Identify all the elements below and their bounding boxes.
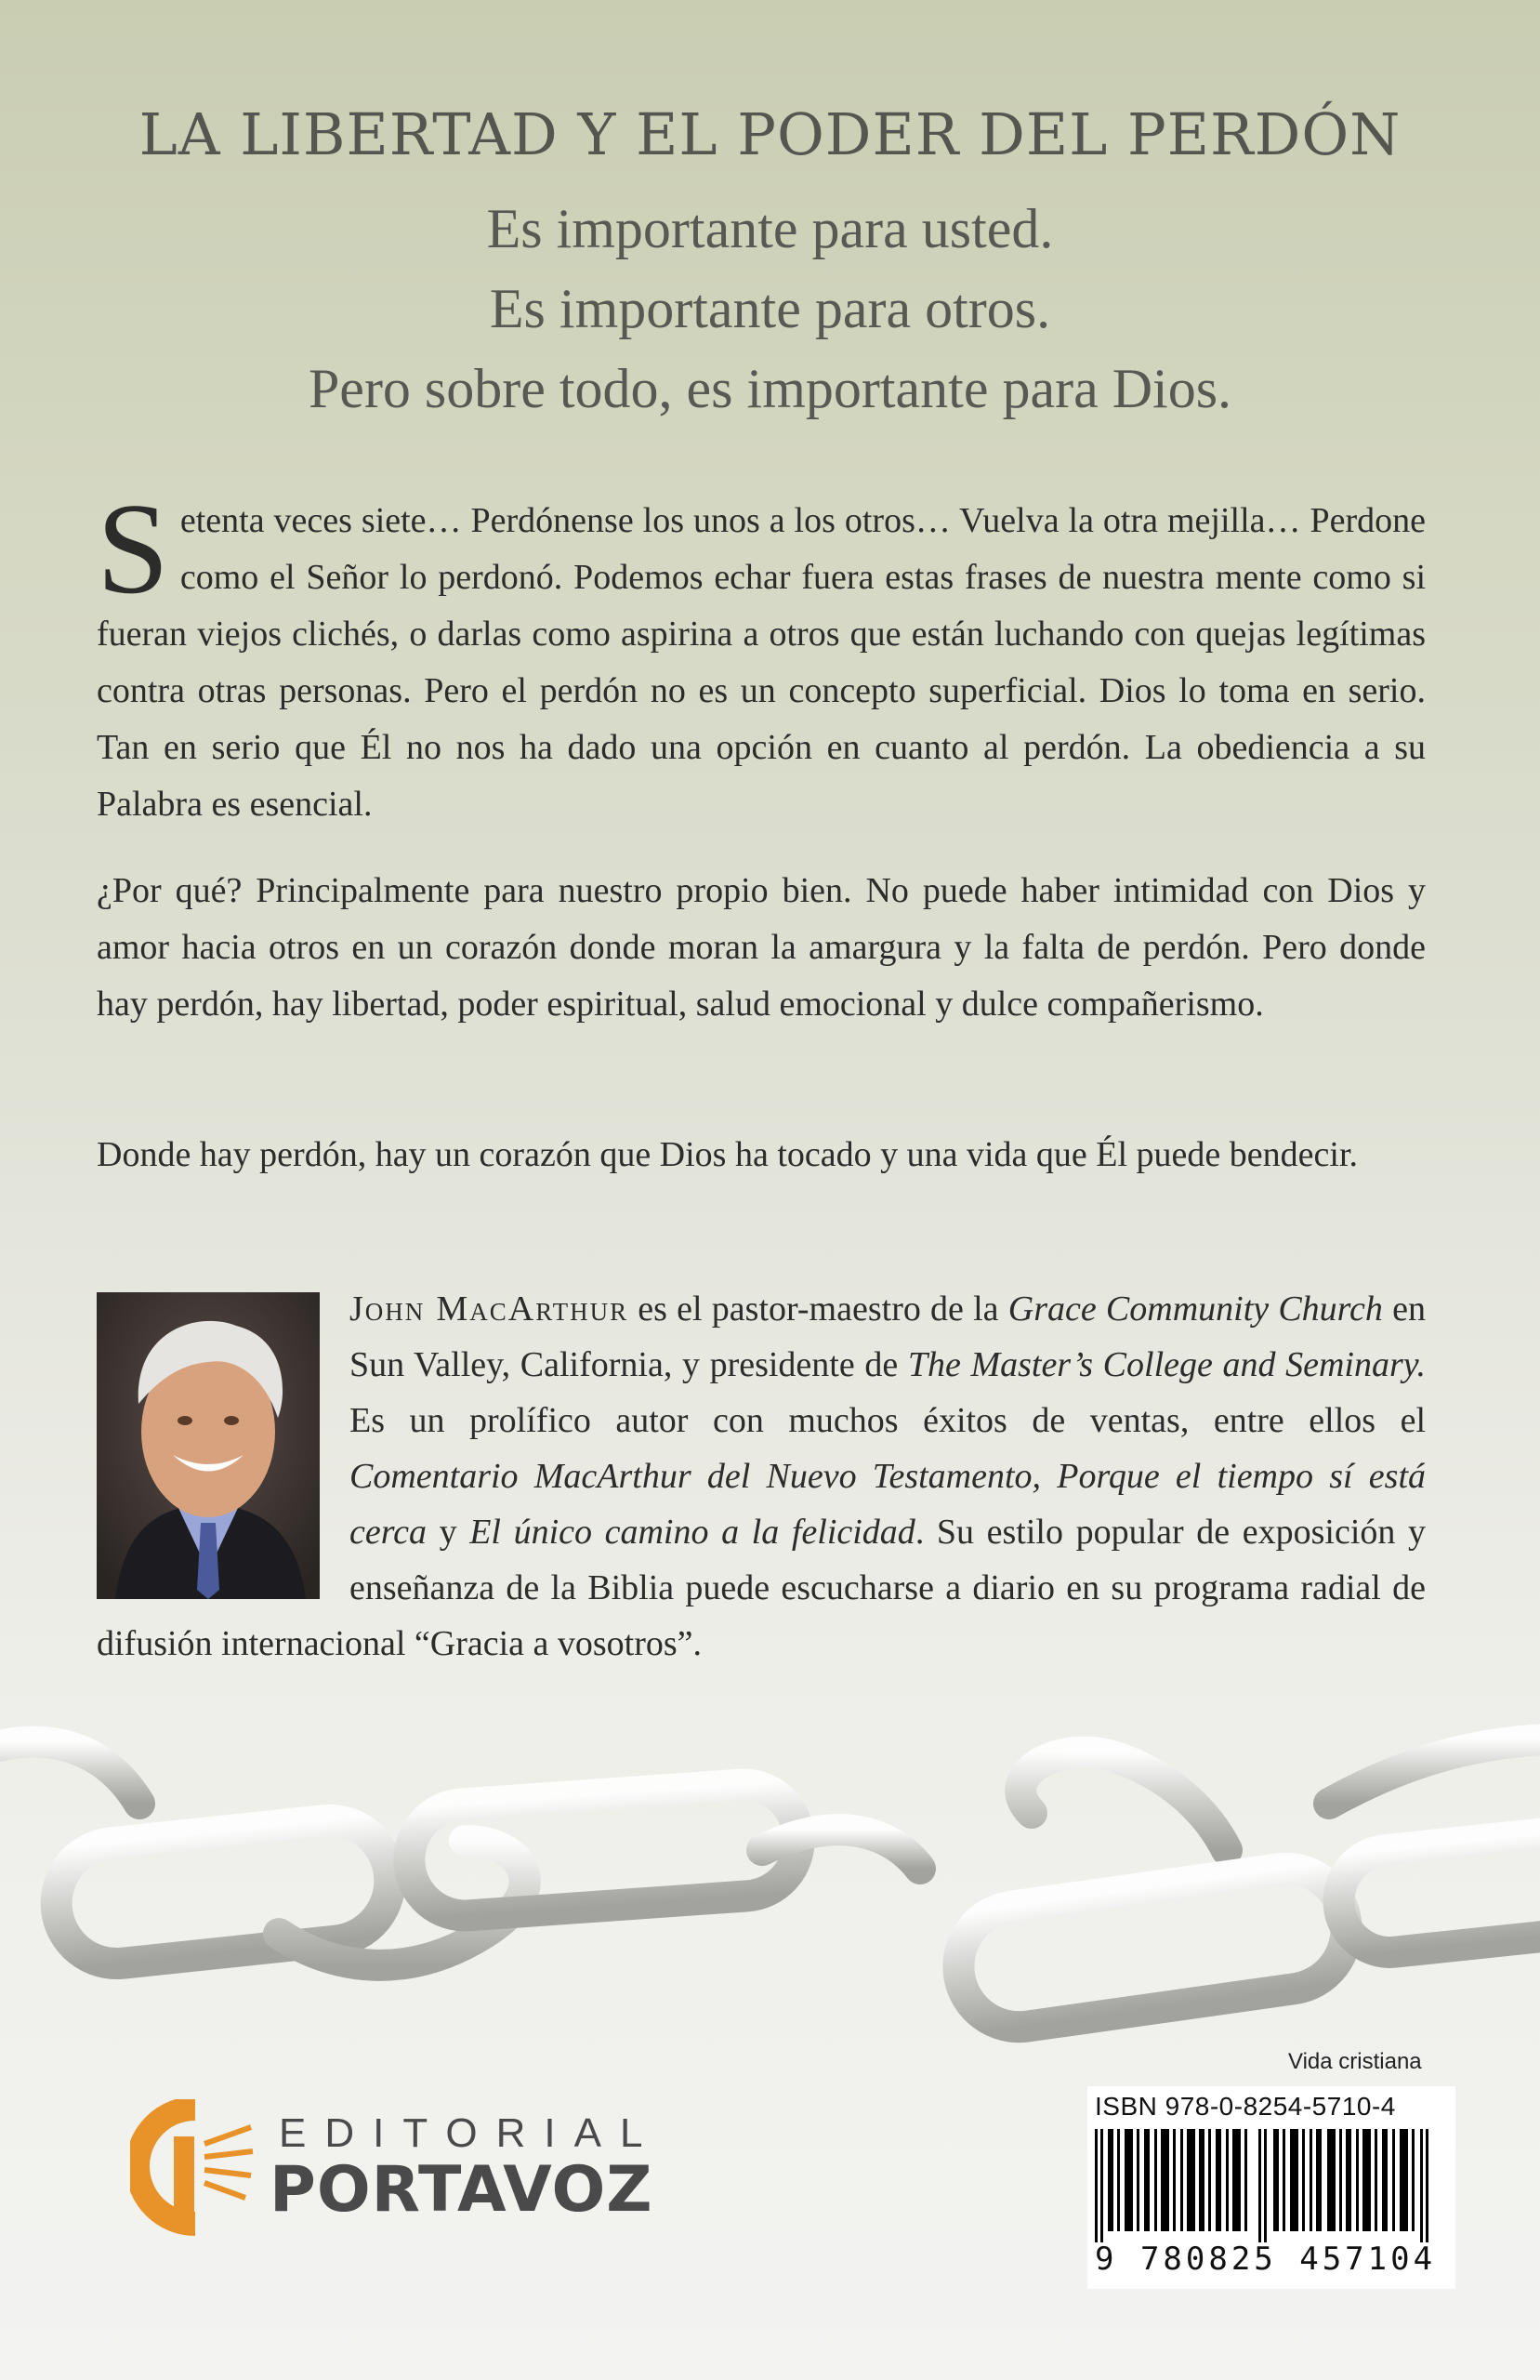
publisher-line-2: PORTAVOZ <box>270 2153 653 2227</box>
bio-text-5: . Su estilo popular de exposición y enseñanza de la Biblia puede escucharse a diario en su programa radial de difusión internacional “Gracia a vosotros”. <box>97 1513 1426 1663</box>
barcode-bars <box>1093 2129 1450 2242</box>
publisher-logo <box>130 2099 725 2239</box>
portavoz-logo-icon <box>130 2099 260 2239</box>
bio-text-2: en Sun Valley, California, y presidente de <box>349 1289 1426 1384</box>
bio-photo-space <box>97 1281 349 1597</box>
bio-italic-4: El único camino a la felicidad <box>469 1513 915 1552</box>
bio-italic-3: Comentario MacArthur del Nuevo Testamento, Porque el tiempo sí está cerca <box>349 1457 1426 1552</box>
bio-italic-2: The Master’s College and Seminary. <box>907 1345 1427 1384</box>
bio-text-3: Es un prolífico autor con muchos éxitos de ventas, entre ellos el <box>349 1401 1426 1440</box>
paragraph-1 <box>97 477 1426 833</box>
genre-label: Vida cristiana <box>1288 2049 1422 2074</box>
author-bio <box>97 1281 1426 1672</box>
bio-text-4: y <box>426 1513 470 1552</box>
author-name: John MacArthur <box>349 1289 629 1329</box>
bio-italic-1: Grace Community Church <box>1007 1289 1383 1329</box>
barcode-panel <box>1087 2086 1455 2289</box>
drop-cap: S <box>97 477 169 621</box>
isbn-text: ISBN 978-0-8254-5710-4 <box>1095 2092 1396 2121</box>
tagline-2: Es importante para otros. <box>489 278 1051 339</box>
tagline-1: Es importante para usted. <box>486 198 1054 259</box>
paragraph-1-text: etenta veces siete… Perdónense los unos a los otros… Vuelva la otra mejilla… Perdone como el Señor lo perdonó. Podemos echar fuera estas frases de nuestra mente como si fueran viejos clichés, o darlas como aspirina a otros que están luchando con quejas legítimas contra otras personas. Pero el perdón no es un concepto superficial. Dios lo toma en serio. Tan en serio que Él no nos ha dado una opción en cuanto al perdón. La obediencia a su Palabra es esencial. <box>97 501 1426 824</box>
barcode-digits: 9 780825 457104 <box>1095 2241 1437 2278</box>
bio-text-1: es el pastor-maestro de la <box>628 1289 1008 1329</box>
paragraph-2: ¿Por qué? Principalmente para nuestro propio bien. No puede haber intimidad con Dios y amor hacia otros en un corazón donde moran la amargura y la falta de perdón. Pero donde hay perdón, hay libertad, poder espiritual, salud emocional y dulce compañerismo. <box>97 871 1426 1024</box>
cover-title: LA LIBERTAD Y EL PODER DEL PERDÓN <box>138 100 1402 168</box>
publisher-line-1: EDITORIAL <box>279 2110 662 2156</box>
broken-chain-image <box>0 1701 1540 2055</box>
tagline-3: Pero sobre todo, es importante para Dios. <box>308 358 1232 419</box>
paragraph-3: Donde hay perdón, hay un corazón que Dios ha tocado y una vida que Él puede bendecir. <box>97 1135 1358 1174</box>
